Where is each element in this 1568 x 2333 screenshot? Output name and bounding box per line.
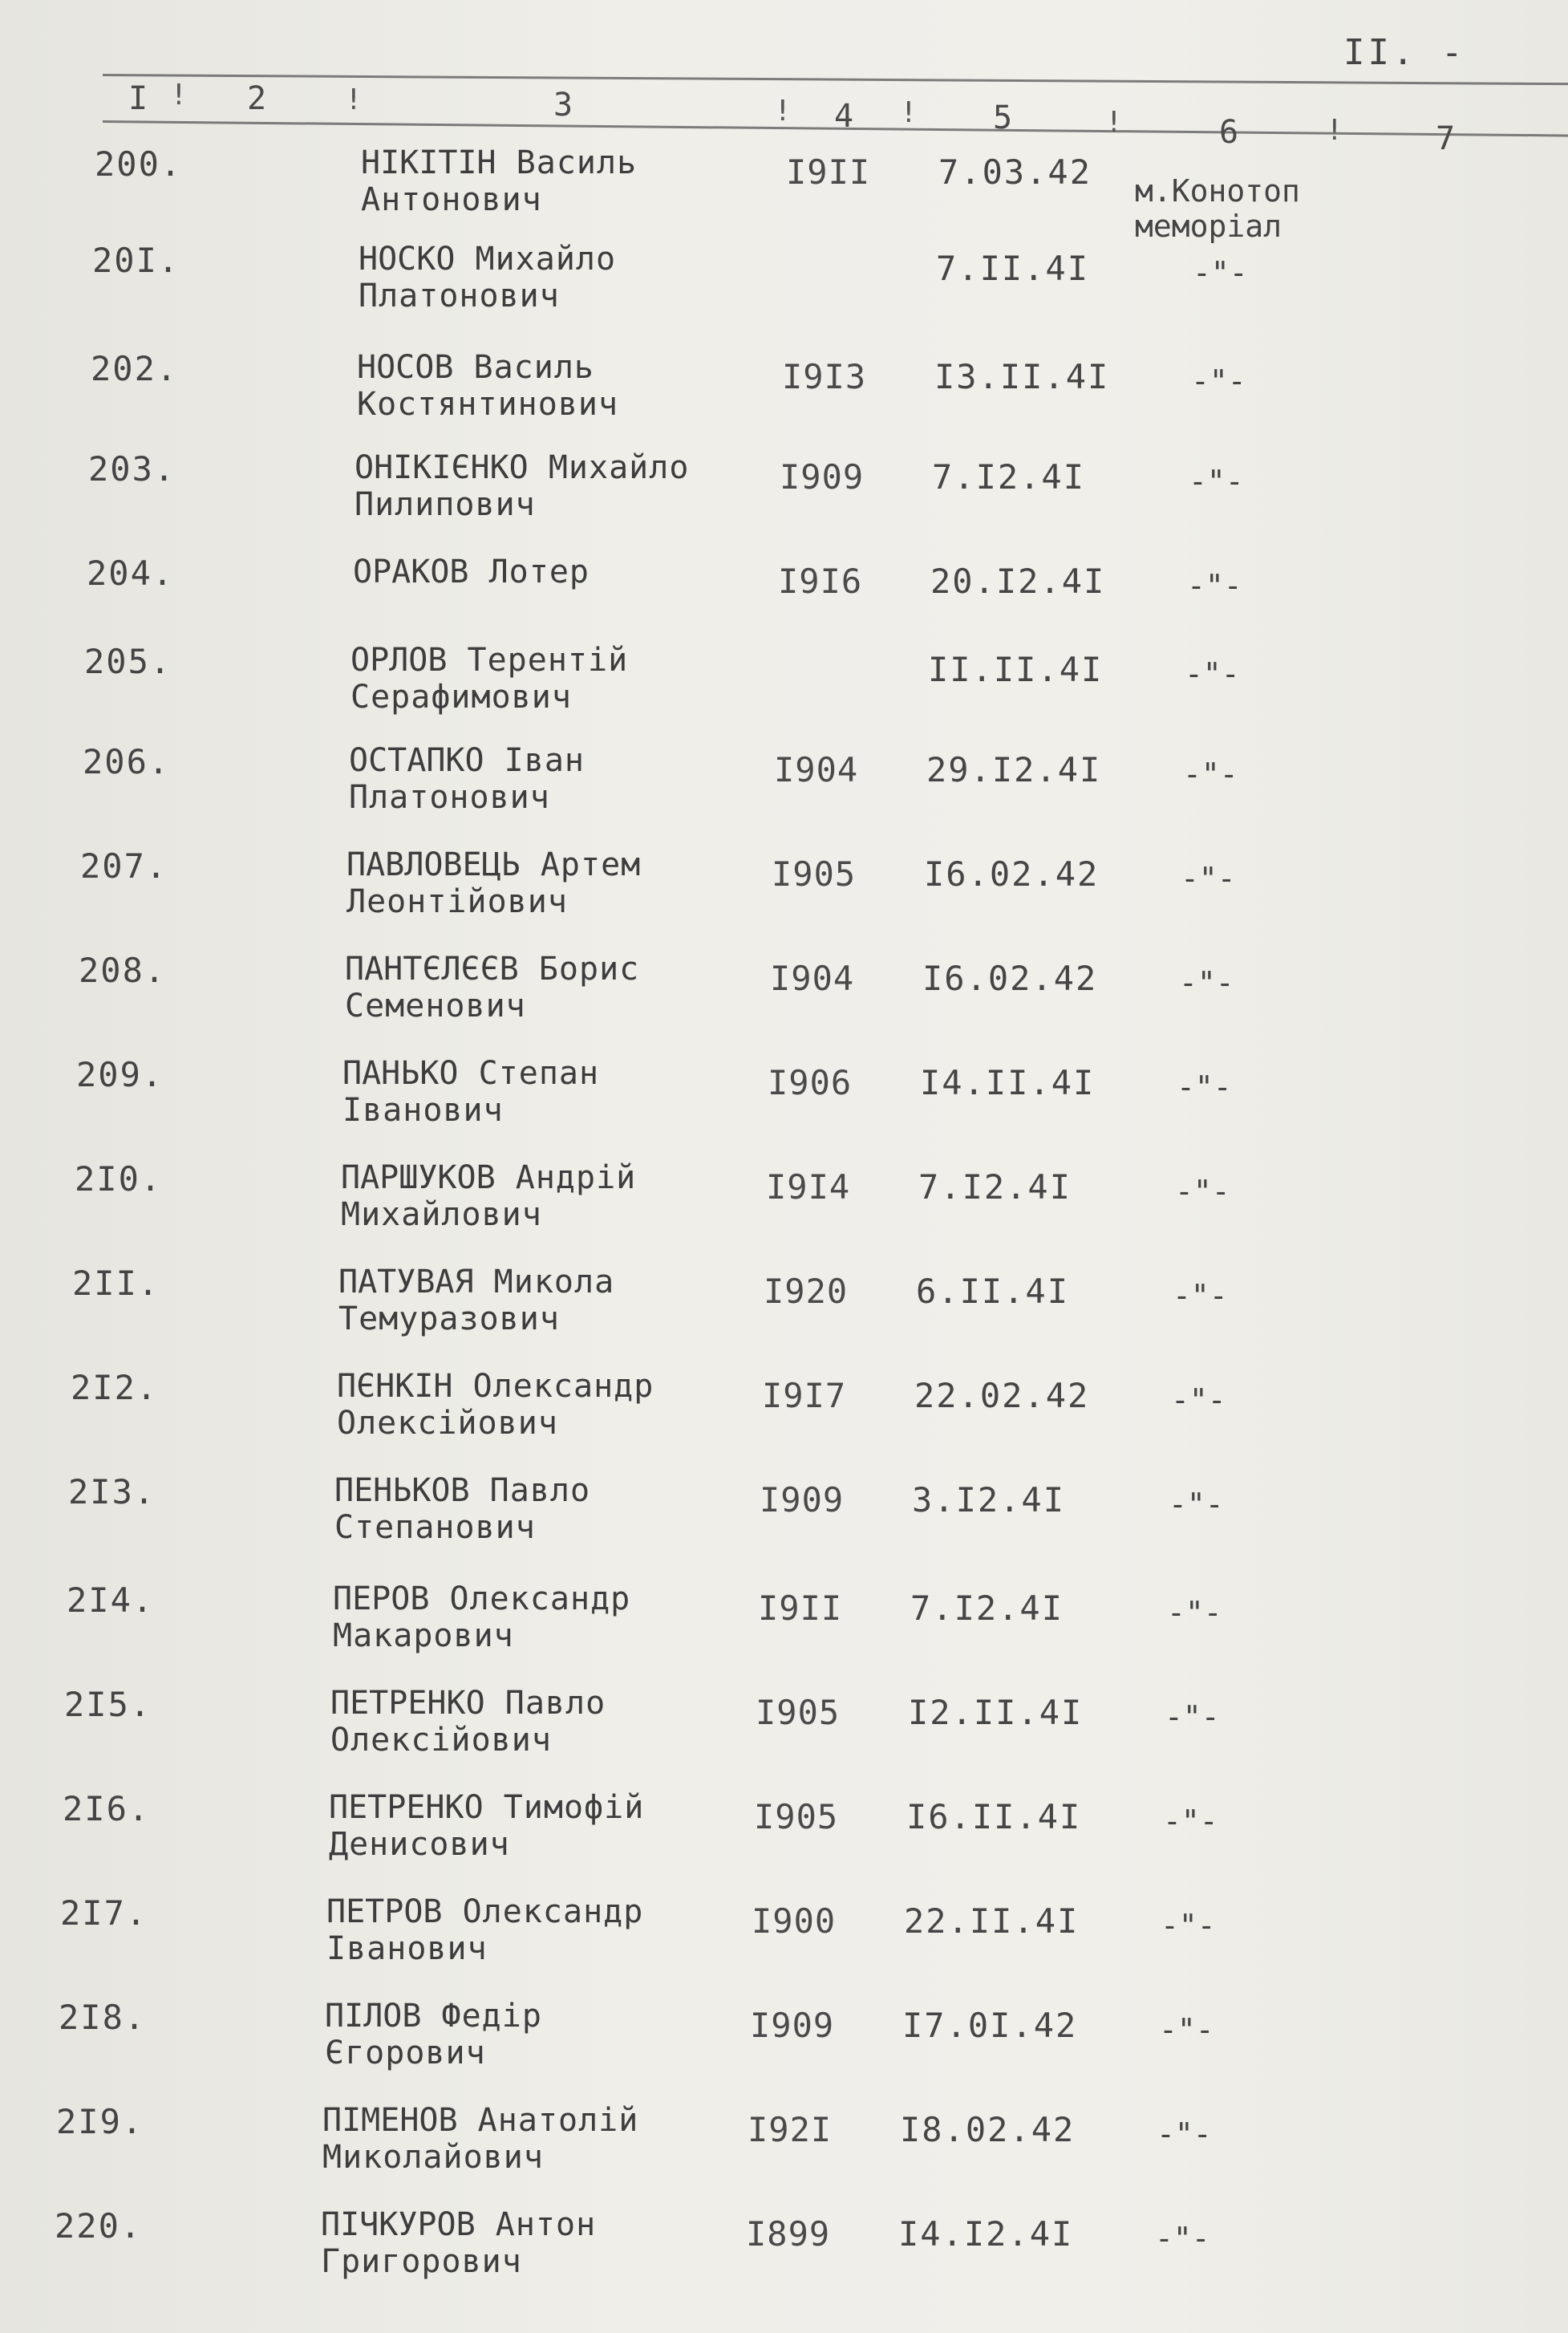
given-name: Василь <box>516 144 638 181</box>
table-row <box>0 1159 1568 1264</box>
surname: НОСОВ <box>357 349 454 386</box>
table-row <box>0 2206 1568 2311</box>
given-name: Олександр <box>462 1893 644 1930</box>
burial-place <box>1169 1487 1224 1522</box>
person-name <box>353 554 590 590</box>
table-row <box>0 1055 1568 1159</box>
entry-number: 2I7. <box>60 1893 148 1933</box>
entry-number: 204. <box>87 554 175 593</box>
name-line-1 <box>322 2102 638 2139</box>
patronymic: Михайлович <box>341 1196 542 1233</box>
column-separator: ! <box>170 79 188 112</box>
person-name <box>355 449 689 523</box>
burial-place <box>1181 861 1236 896</box>
entry-number: 209. <box>76 1055 164 1094</box>
name-line-1 <box>349 742 585 779</box>
person-name <box>329 1789 644 1863</box>
given-name: Микола <box>493 1264 615 1300</box>
name-line-1 <box>359 241 616 278</box>
burial-place <box>1191 363 1246 399</box>
death-date: I6.II.4I <box>906 1797 1082 1836</box>
name-line-1 <box>346 846 641 883</box>
death-date: 7.I2.4I <box>918 1167 1072 1207</box>
name-line-1 <box>334 1472 590 1509</box>
person-name <box>322 2102 638 2176</box>
entry-number: 2I0. <box>75 1159 163 1199</box>
birth-year: I9I6 <box>778 562 863 601</box>
death-date: I6.02.42 <box>922 959 1098 998</box>
surname: ПАНЬКО <box>342 1055 459 1092</box>
place-line-1: -"- <box>1163 1804 1218 1839</box>
table-row <box>0 1264 1568 1368</box>
surname: ПАТУВАЯ <box>338 1264 474 1300</box>
patronymic: Платонович <box>349 779 550 816</box>
page-number: II. - <box>1343 32 1466 73</box>
surname: НОСКО <box>359 241 456 278</box>
entry-number: 2I6. <box>63 1789 151 1828</box>
given-name: Федір <box>441 1998 542 2035</box>
table-row <box>0 1998 1568 2102</box>
surname: ПЄНКІН <box>337 1368 453 1405</box>
place-line-1: м.Конотоп <box>1135 173 1300 209</box>
column-header-3: 3 <box>553 87 573 124</box>
patronymic: Миколайович <box>322 2139 544 2176</box>
patronymic: Олексійович <box>337 1405 558 1442</box>
entry-number: 207. <box>80 846 168 886</box>
place-line-1: -"- <box>1155 2221 1210 2256</box>
burial-place <box>1167 1595 1222 1630</box>
birth-year: I9I4 <box>766 1167 851 1207</box>
given-name: Андрій <box>515 1159 637 1196</box>
birth-year: I920 <box>764 1272 849 1311</box>
place-line-1: -"- <box>1185 656 1240 692</box>
death-date: 22.02.42 <box>914 1376 1090 1415</box>
name-line-1 <box>321 2206 596 2243</box>
table-row <box>0 846 1568 951</box>
place-line-1: -"- <box>1171 1382 1226 1418</box>
person-name <box>337 1368 654 1442</box>
death-date: 7.03.42 <box>938 152 1092 192</box>
surname: ПІЧКУРОВ <box>321 2206 476 2243</box>
patronymic: Костянтинович <box>357 386 619 423</box>
entry-number: 2I2. <box>71 1368 159 1407</box>
surname: ОСТАПКО <box>349 742 484 779</box>
person-name <box>325 1998 542 2071</box>
entry-number: 206. <box>83 742 171 781</box>
given-name: Терентій <box>467 642 629 679</box>
burial-place <box>1187 568 1242 603</box>
patronymic: Іванович <box>326 1930 488 1967</box>
patronymic: Леонтійович <box>346 883 568 920</box>
birth-year: I9II <box>786 152 871 192</box>
surname: ПАРШУКОВ <box>341 1159 496 1196</box>
given-name: Лотер <box>488 554 590 590</box>
column-separator: ! <box>774 95 792 128</box>
patronymic: Платонович <box>359 278 560 314</box>
name-line-1 <box>355 449 689 486</box>
birth-year: I904 <box>774 750 859 789</box>
burial-place <box>1165 1699 1220 1735</box>
given-name: Степан <box>478 1055 600 1092</box>
patronymic: Єгорович <box>325 2035 486 2071</box>
person-name <box>330 1685 606 1759</box>
death-date: 3.I2.4I <box>912 1480 1066 1519</box>
given-name: Антон <box>495 2206 597 2243</box>
patronymic: Олексійович <box>330 1722 552 1759</box>
name-line-1 <box>326 1893 643 1930</box>
place-line-1: -"- <box>1187 568 1242 603</box>
birth-year: I909 <box>760 1480 845 1519</box>
birth-year: I909 <box>780 457 865 497</box>
place-line-1: -"- <box>1175 1174 1230 1209</box>
given-name: Анатолій <box>477 2102 639 2139</box>
table-row <box>0 241 1568 345</box>
place-line-1: -"- <box>1173 1278 1228 1313</box>
patronymic: Григорович <box>321 2243 522 2280</box>
surname: ПАНТЄЛЄЄВ <box>345 951 519 988</box>
patronymic: Степанович <box>334 1509 536 1546</box>
entry-number: 2II. <box>72 1264 160 1303</box>
entry-number: 202. <box>91 349 179 388</box>
table-row <box>0 951 1568 1055</box>
place-line-1: -"- <box>1167 1595 1222 1630</box>
column-separator: ! <box>1326 114 1343 147</box>
column-separator: ! <box>900 96 918 129</box>
burial-place <box>1179 965 1234 1000</box>
place-line-1: -"- <box>1189 464 1244 499</box>
person-name <box>359 241 616 314</box>
person-name <box>345 951 639 1024</box>
surname: ПЕРОВ <box>333 1580 430 1617</box>
death-date: I8.02.42 <box>900 2110 1076 2149</box>
given-name: Олександр <box>449 1580 631 1617</box>
column-header-6: 6 <box>1219 114 1239 151</box>
entry-number: 2I9. <box>56 2102 144 2141</box>
entry-number: 208. <box>79 951 167 990</box>
place-line-1: -"- <box>1169 1487 1224 1522</box>
table-row <box>0 1893 1568 1998</box>
name-line-1 <box>342 1055 599 1092</box>
given-name: Павло <box>489 1472 591 1509</box>
name-line-1 <box>361 144 637 181</box>
table-row <box>0 1368 1568 1472</box>
birth-year: I905 <box>754 1797 839 1836</box>
place-line-1: -"- <box>1165 1699 1220 1735</box>
place-line-1: -"- <box>1161 1908 1216 1943</box>
burial-place <box>1175 1174 1230 1209</box>
column-header-2: 2 <box>247 80 267 117</box>
birth-year: I905 <box>772 854 857 894</box>
death-date: I7.0I.42 <box>902 2006 1078 2045</box>
death-date: I6.02.42 <box>924 854 1100 894</box>
table-row <box>0 1472 1568 1576</box>
person-name <box>321 2206 596 2280</box>
given-name: Борис <box>538 951 640 988</box>
table-row <box>0 1789 1568 1893</box>
given-name: Василь <box>473 349 595 386</box>
entry-number: 2I5. <box>64 1685 152 1724</box>
table-row <box>0 2102 1568 2206</box>
name-line-1 <box>333 1580 630 1617</box>
birth-year: I899 <box>746 2214 831 2254</box>
surname: ПЕТРЕНКО <box>330 1685 485 1722</box>
place-line-1: -"- <box>1191 363 1246 399</box>
name-line-1 <box>345 951 639 988</box>
place-line-1: -"- <box>1193 255 1248 290</box>
surname: ПЕТРЕНКО <box>329 1789 484 1826</box>
entry-number: 2I4. <box>67 1580 155 1620</box>
person-name <box>333 1580 630 1654</box>
name-line-1 <box>330 1685 606 1722</box>
death-date: 20.I2.4I <box>930 562 1106 601</box>
name-line-1 <box>329 1789 644 1826</box>
burial-place <box>1171 1382 1226 1418</box>
death-date: I4.II.4I <box>920 1063 1096 1102</box>
burial-place <box>1135 173 1300 244</box>
column-header-7: 7 <box>1436 120 1456 157</box>
burial-place <box>1183 757 1238 792</box>
place-line-1: -"- <box>1159 2012 1214 2047</box>
place-line-1: -"- <box>1179 965 1234 1000</box>
entry-number: 203. <box>88 449 176 489</box>
entry-number: 200. <box>95 144 183 184</box>
death-date: I3.II.4I <box>934 357 1110 396</box>
birth-year: I9I3 <box>782 357 867 396</box>
name-line-1 <box>353 554 590 590</box>
burial-place <box>1159 2012 1214 2047</box>
name-line-1 <box>337 1368 654 1405</box>
death-date: 7.II.4I <box>936 249 1090 288</box>
birth-year: I905 <box>756 1693 841 1732</box>
burial-place <box>1157 2116 1212 2152</box>
patronymic: Макарович <box>333 1617 514 1654</box>
patronymic: Темуразович <box>338 1300 560 1337</box>
given-name: Михайло <box>475 241 617 278</box>
table-row <box>0 349 1568 453</box>
burial-place <box>1177 1069 1232 1105</box>
header-top-rule <box>103 74 1568 85</box>
table-row <box>0 1685 1568 1789</box>
death-date: 22.II.4I <box>904 1901 1080 1941</box>
given-name: Олександр <box>472 1368 654 1405</box>
patronymic: Семенович <box>345 988 526 1024</box>
birth-year: I9I7 <box>762 1376 847 1415</box>
person-name <box>357 349 618 423</box>
person-name <box>350 642 628 716</box>
burial-place <box>1189 464 1244 499</box>
column-header-5: 5 <box>993 99 1013 136</box>
patronymic: Денисович <box>329 1826 510 1863</box>
birth-year: I900 <box>752 1901 837 1941</box>
column-separator: ! <box>345 83 363 116</box>
entry-number: 2I3. <box>68 1472 156 1511</box>
entry-number: 20I. <box>92 241 180 280</box>
entry-number: 220. <box>55 2206 143 2246</box>
surname: ОРАКОВ <box>353 554 469 590</box>
patronymic: Іванович <box>342 1092 504 1129</box>
death-date: II.II.4I <box>928 650 1104 689</box>
name-line-1 <box>338 1264 614 1300</box>
birth-year: I92I <box>748 2110 833 2149</box>
entry-number: 2I8. <box>59 1998 147 2037</box>
person-name <box>334 1472 590 1546</box>
entry-number: 205. <box>84 642 172 681</box>
column-header-1: I <box>128 80 148 117</box>
surname: НІКІТІН <box>361 144 496 181</box>
surname: ОРЛОВ <box>350 642 448 679</box>
burial-place <box>1193 255 1248 290</box>
name-line-1 <box>325 1998 542 2035</box>
surname: ПЕТРОВ <box>326 1893 443 1930</box>
burial-place <box>1161 1908 1216 1943</box>
death-date: 7.I2.4I <box>910 1588 1064 1628</box>
person-name <box>341 1159 636 1233</box>
person-name <box>338 1264 614 1337</box>
given-name: Іван <box>504 742 585 779</box>
birth-year: I904 <box>770 959 855 998</box>
name-line-1 <box>357 349 618 386</box>
place-line-1: -"- <box>1157 2116 1212 2152</box>
table-row <box>0 449 1568 554</box>
column-separator: ! <box>1105 106 1123 139</box>
surname: ПАВЛОВЕЦЬ <box>346 846 521 883</box>
table-row <box>0 144 1568 249</box>
patronymic: Пилипович <box>355 486 536 523</box>
given-name: Павло <box>504 1685 606 1722</box>
patronymic: Серафимович <box>350 679 572 716</box>
table-row <box>0 1580 1568 1685</box>
surname: ОНІКІЄНКО <box>355 449 529 486</box>
given-name: Михайло <box>548 449 690 486</box>
death-date: 6.II.4I <box>916 1272 1070 1311</box>
burial-place <box>1163 1804 1218 1839</box>
death-date: I2.II.4I <box>908 1693 1084 1732</box>
birth-year: I909 <box>750 2006 835 2045</box>
table-row <box>0 742 1568 846</box>
place-line-1: -"- <box>1183 757 1238 792</box>
birth-year: I906 <box>768 1063 853 1102</box>
place-line-1: -"- <box>1177 1069 1232 1105</box>
given-name: Тимофій <box>503 1789 645 1826</box>
burial-place <box>1185 656 1240 692</box>
column-header-4: 4 <box>834 98 854 135</box>
name-line-1 <box>350 642 628 679</box>
person-name <box>349 742 585 816</box>
place-line-1: -"- <box>1181 861 1236 896</box>
name-line-1 <box>341 1159 636 1196</box>
surname: ПЕНЬКОВ <box>334 1472 470 1509</box>
surname: ПІЛОВ <box>325 1998 422 2035</box>
death-date: 7.I2.4I <box>932 457 1086 497</box>
person-name <box>342 1055 599 1129</box>
table-row <box>0 642 1568 746</box>
burial-place <box>1173 1278 1228 1313</box>
death-date: 29.I2.4I <box>926 750 1102 789</box>
surname: ПІМЕНОВ <box>322 2102 458 2139</box>
person-name <box>361 144 637 218</box>
birth-year: I9II <box>758 1588 843 1628</box>
place-line-2: меморіал <box>1135 209 1282 244</box>
burial-place <box>1155 2221 1210 2256</box>
given-name: Артем <box>540 846 642 883</box>
person-name <box>326 1893 643 1967</box>
death-date: I4.I2.4I <box>898 2214 1074 2254</box>
patronymic: Антонович <box>361 181 542 218</box>
person-name <box>346 846 641 920</box>
